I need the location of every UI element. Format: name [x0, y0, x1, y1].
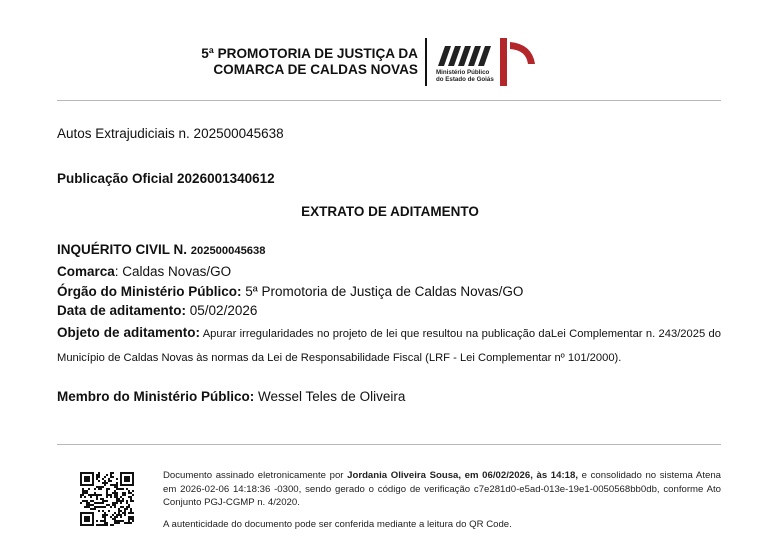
membro-value: Wessel Teles de Oliveira — [254, 389, 406, 404]
header-divider — [425, 38, 427, 86]
signature-bold: Jordania Oliveira Sousa, em 06/02/2026, às 14:18, — [347, 470, 579, 481]
orgao-value: 5ª Promotoria de Justiça de Caldas Novas/GO — [241, 284, 524, 299]
comarca-line — [57, 264, 231, 279]
data-aditamento-line — [57, 303, 257, 318]
signature-post: e consolidado no sistema Atena em 2026-02-06 14:18:36 -0300, sendo gerado o código de verificação c7e281d0-e5ad-013e-19e1-0050568bb0db, conforme Ato Conjunto PGJ-CGMP n. 4/2020. — [163, 470, 721, 508]
inquerito-line — [57, 242, 265, 257]
inquerito-label: INQUÉRITO CIVIL N. — [57, 242, 188, 257]
objeto-value: Apurar irregularidades no projeto de lei que resultou na publicação daLei Complementar n. 243/2025 do Município de Caldas Novas às normas da Lei de Responsabilidade Fiscal (LRF - Lei Complementar nº 101/2000). — [57, 328, 721, 364]
footer-rule — [57, 444, 721, 445]
comarca-value: : Caldas Novas/GO — [114, 264, 232, 279]
objeto-paragraph — [57, 322, 721, 369]
logo-text-line2: do Estado de Goiás — [436, 76, 494, 83]
orgao-label: Órgão do Ministério Público: — [57, 284, 242, 299]
data-aditamento-label: Data de aditamento: — [57, 303, 187, 318]
logo-text — [436, 69, 494, 83]
inquerito-number: 202500045638 — [190, 245, 266, 257]
orgao-line — [57, 284, 523, 299]
signature-text — [163, 469, 721, 510]
qr-code-icon — [80, 472, 134, 526]
data-aditamento-value: 05/02/2026 — [186, 303, 258, 318]
objeto-label: Objeto de aditamento: — [57, 325, 200, 340]
logo-text-line1: Ministério Público — [436, 69, 490, 76]
membro-line — [57, 389, 405, 404]
header-title-line1: 5ª PROMOTORIA DE JUSTIÇA DA — [201, 46, 418, 61]
document-header — [0, 36, 780, 92]
authenticity-text: A autenticidade do documento pode ser conferida mediante a leitura do QR Code. — [163, 519, 512, 530]
comarca-label: Comarca — [57, 264, 115, 279]
header-title — [150, 46, 418, 78]
header-title-line2: COMARCA DE CALDAS NOVAS — [213, 62, 418, 77]
signature-pre: Documento assinado eletronicamente por — [163, 470, 348, 481]
autos-line: Autos Extrajudiciais n. 202500045638 — [57, 126, 284, 141]
document-title: EXTRATO DE ADITAMENTO — [301, 204, 479, 219]
publicacao-line: Publicação Oficial 2026001340612 — [57, 171, 275, 186]
header-rule — [57, 100, 721, 101]
membro-label: Membro do Ministério Público: — [57, 389, 255, 404]
